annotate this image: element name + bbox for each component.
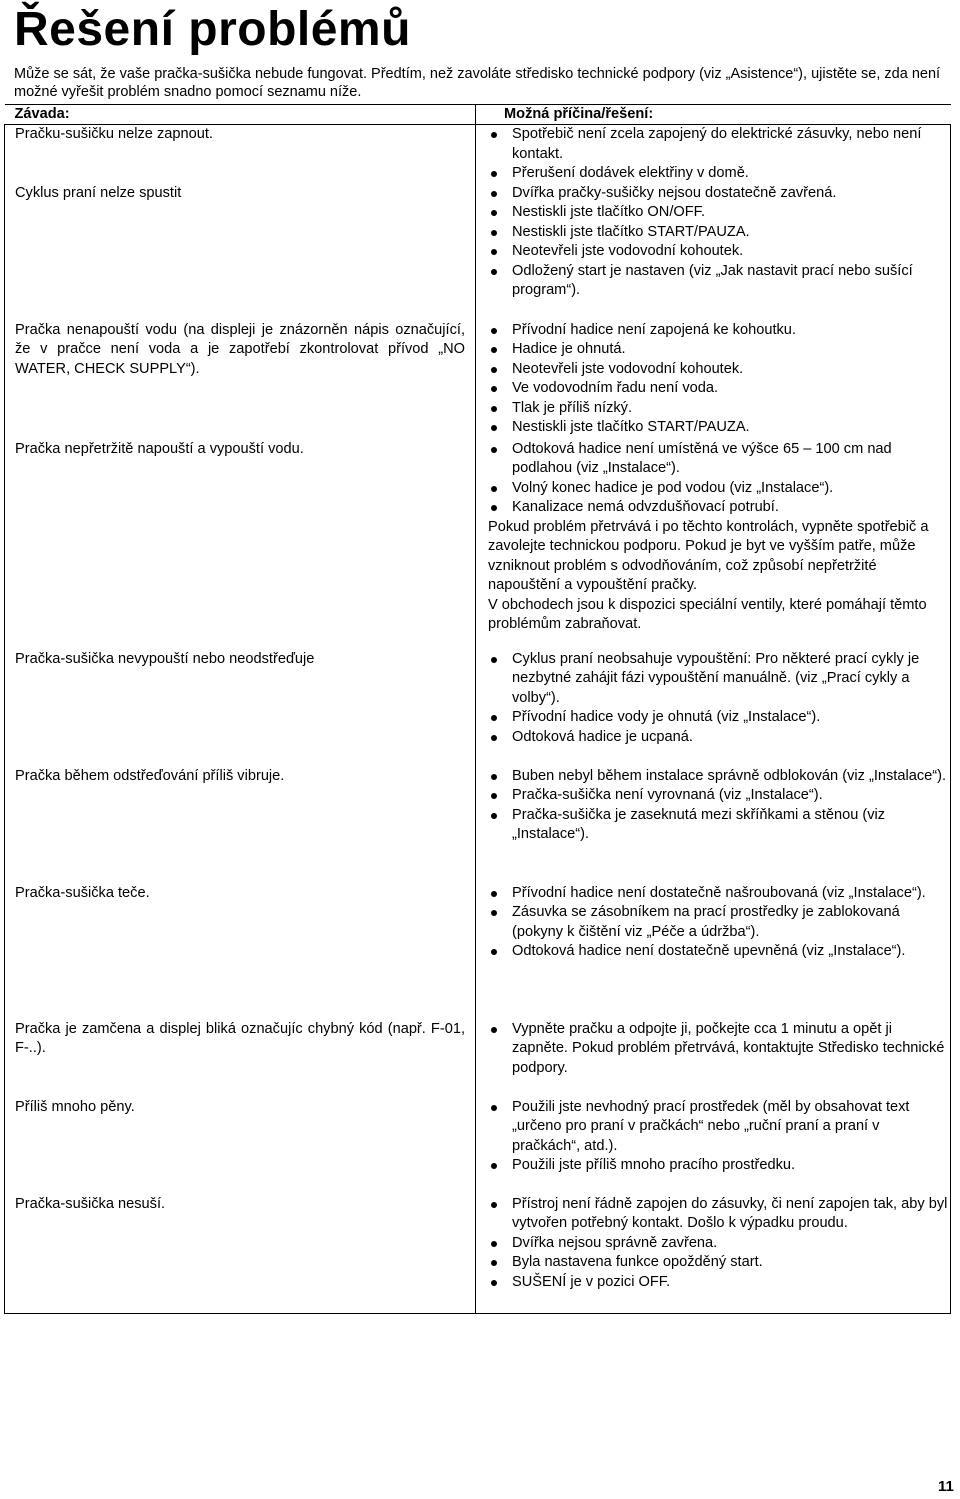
cause-item: Odtoková hadice není dostatečně upevněná (viz „Instalace“). [486, 942, 950, 962]
cause-item: Přívodní hadice není zapojená ke kohoutku. [486, 321, 950, 341]
bullet-icon [491, 891, 497, 897]
table-row [5, 440, 951, 650]
bullet-icon [491, 347, 497, 353]
problem-cell: Pračka je zamčena a displej bliká označujíc chybný kód (např. F-01, F-..). [5, 1020, 476, 1098]
cause-item: Ve vodovodním řadu není voda. [486, 379, 950, 399]
cause-item: Nestiskli jste tlačítko START/PAUZA. [486, 418, 950, 438]
cause-item: Zásuvka se zásobníkem na prací prostředky je zablokovaná (pokyny k čištění viz „Péče a údržba“). [486, 903, 950, 942]
cause-item: Dvířka pračky-sušičky nejsou dostatečně zavřená. [486, 184, 950, 204]
problem-cell: Pračka během odstřeďování příliš vibruje. [5, 767, 476, 884]
bullet-icon [491, 230, 497, 236]
bullet-icon [491, 735, 497, 741]
problem-cell: Cyklus praní nelze spustit [5, 184, 476, 321]
bullet-icon [491, 386, 497, 392]
cause-item: Odtoková hadice není umístěná ve výšce 65 – 100 cm nad podlahou (viz „Instalace“). [486, 440, 950, 479]
column-header-solution: Možná příčina/řešení: [476, 105, 951, 125]
bullet-icon [491, 171, 497, 177]
cause-item: Nestiskli jste tlačítko START/PAUZA. [486, 223, 950, 243]
bullet-icon [491, 774, 497, 780]
bullet-icon [491, 191, 497, 197]
solution-cell [476, 1098, 951, 1195]
bullet-icon [491, 1163, 497, 1169]
note-paragraph: V obchodech jsou k dispozici speciální ventily, které pomáhají těmto problémům zabraňovat. [488, 596, 927, 632]
bullet-icon [491, 328, 497, 334]
bullet-icon [491, 249, 497, 255]
cause-item: Pračka-sušička není vyrovnaná (viz „Instalace“). [486, 786, 950, 806]
note-paragraph: Pokud problém přetrvává i po těchto kontrolách, vypněte spotřebič a zavolejte technickou podporu. Pokud je byt ve vyšším patře, může vzniknout problém s odvodňováním, což způsobí nepřetržité napouštění a vypouštění pračky. [488, 518, 929, 593]
solution-cell [476, 184, 951, 321]
bullet-icon [491, 425, 497, 431]
problem-cell: Pračka nepřetržitě napouští a vypouští vodu. [5, 440, 476, 650]
cause-item: Neotevřeli jste vodovodní kohoutek. [486, 360, 950, 380]
bullet-icon [491, 367, 497, 373]
cause-item: Byla nastavena funkce opožděný start. [486, 1253, 950, 1273]
table-row [5, 767, 951, 884]
cause-item: Hadice je ohnutá. [486, 340, 950, 360]
bullet-icon [491, 505, 497, 511]
solution-cell [476, 650, 951, 767]
table-row [5, 125, 951, 184]
cause-item: Volný konec hadice je pod vodou (viz „Instalace“). [486, 479, 950, 499]
troubleshooting-table [4, 104, 951, 1314]
cause-item: Odtoková hadice je ucpaná. [486, 728, 950, 748]
bullet-icon [491, 406, 497, 412]
cause-item: Kanalizace nemá odvzdušňovací potrubí. [486, 498, 950, 518]
bullet-icon [491, 715, 497, 721]
solution-cell [476, 321, 951, 440]
cause-item: Cyklus praní neobsahuje vypouštění: Pro některé prací cykly je nezbytné zahájit fázi vypouštění manuálně. (viz „Prací cykly a volby“). [486, 650, 950, 709]
problem-cell: Pračka-sušička teče. [5, 884, 476, 1020]
solution-cell [476, 440, 951, 650]
bullet-icon [491, 813, 497, 819]
cause-item: Dvířka nejsou správně zavřena. [486, 1234, 950, 1254]
cause-item: Tlak je příliš nízký. [486, 399, 950, 419]
problem-cell: Pračka-sušička nevypouští nebo neodstřeďuje [5, 650, 476, 767]
cause-item: Přerušení dodávek elektřiny v domě. [486, 164, 950, 184]
bullet-icon [491, 793, 497, 799]
table-row [5, 1098, 951, 1195]
solution-cell [476, 767, 951, 884]
cause-item: Odložený start je nastaven (viz „Jak nastavit prací nebo sušící program“). [486, 262, 950, 301]
cause-item: Neotevřeli jste vodovodní kohoutek. [486, 242, 950, 262]
problem-cell: Příliš mnoho pěny. [5, 1098, 476, 1195]
bullet-icon [491, 1241, 497, 1247]
page-number: 11 [938, 1478, 954, 1495]
cause-item: Přístroj není řádně zapojen do zásuvky, či není zapojen tak, aby byl vytvořen potřebný kontakt. Došlo k výpadku proudu. [486, 1195, 950, 1234]
bullet-icon [491, 486, 497, 492]
cause-item: Přívodní hadice není dostatečně našroubovaná (viz „Instalace“). [486, 884, 950, 904]
table-row [5, 650, 951, 767]
cause-item: Vypněte pračku a odpojte ji, počkejte cca 1 minutu a opět ji zapněte. Pokud problém přetrvává, kontaktujte Středisko technické podpory. [486, 1020, 950, 1079]
table-row [5, 1195, 951, 1314]
table-row [5, 321, 951, 440]
cause-item: Buben nebyl během instalace správně odblokován (viz „Instalace“). [486, 767, 950, 787]
problem-cell: Pračku-sušičku nelze zapnout. [5, 125, 476, 184]
intro-paragraph: Může se sát, že vaše pračka-sušička nebude fungovat. Předtím, než zavoláte středisko technické podpory (viz „Asistence“), ujistěte se, zda není možné vyřešit problém snadno pomocí seznamu níže. [14, 66, 941, 100]
bullet-icon [491, 1105, 497, 1111]
bullet-icon [491, 910, 497, 916]
solution-cell [476, 1195, 951, 1314]
bullet-icon [491, 1202, 497, 1208]
table-row [5, 184, 951, 321]
bullet-icon [491, 1260, 497, 1266]
bullet-icon [491, 132, 497, 138]
cause-item: Použili jste příliš mnoho pracího prostředku. [486, 1156, 950, 1176]
problem-cell: Pračka-sušička nesuší. [5, 1195, 476, 1314]
solution-cell [476, 1020, 951, 1098]
table-header-row [5, 105, 951, 125]
cause-item: SUŠENÍ je v pozici OFF. [486, 1273, 950, 1293]
bullet-icon [491, 269, 497, 275]
cause-item: Spotřebič není zcela zapojený do elektrické zásuvky, nebo není kontakt. [486, 125, 950, 164]
cause-item: Pračka-sušička je zaseknutá mezi skříňkami a stěnou (viz „Instalace“). [486, 806, 950, 845]
bullet-icon [491, 1280, 497, 1286]
bullet-icon [491, 447, 497, 453]
bullet-icon [491, 657, 497, 663]
table-row [5, 884, 951, 1020]
cause-item: Přívodní hadice vody je ohnutá (viz „Instalace“). [486, 708, 950, 728]
bullet-icon [491, 1027, 497, 1033]
cause-item: Použili jste nevhodný prací prostředek (měl by obsahovat text „určeno pro praní v pračkách“ nebo „ruční praní a praní v pračkách“, atd.). [486, 1098, 950, 1157]
cause-item: Nestiskli jste tlačítko ON/OFF. [486, 203, 950, 223]
page-title: Řešení problémů [14, 3, 411, 56]
solution-cell [476, 884, 951, 1020]
problem-cell: Pračka nenapouští vodu (na displeji je znázorněn nápis označující, že v pračce není voda a je zapotřebí zkontrolovat přívod „NO WATER, CHECK SUPPLY“). [5, 321, 476, 440]
solution-cell [476, 125, 951, 184]
bullet-icon [491, 949, 497, 955]
table-row [5, 1020, 951, 1098]
column-header-problem: Závada: [5, 105, 476, 125]
bullet-icon [491, 210, 497, 216]
